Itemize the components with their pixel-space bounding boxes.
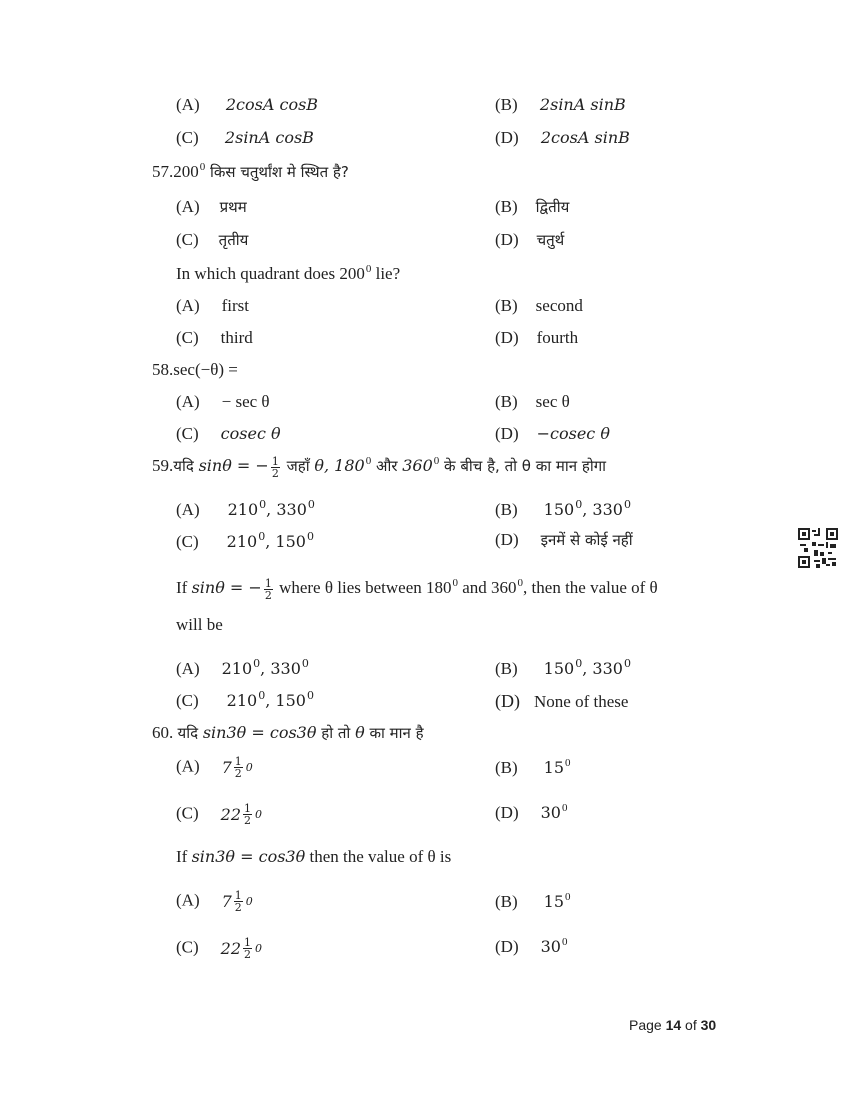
total-page-count: 30 [700,1017,717,1033]
q57-hindi-option-d: (D) चतुर्थ [495,230,565,249]
q59-english-option-a: (A) $210^0$, $330^0$ [176,657,309,678]
fraction-half: $\frac{1}{2}$ [264,576,272,602]
q57-english-option-a: (A) first [176,296,249,315]
q58-option-a: (A) − sec θ [176,392,270,411]
q57-hindi-option-a: (A) प्रथम [176,197,247,216]
q59-english-option-b: (B) $150^0$, $330^0$ [495,657,631,678]
q57-english-question: In which quadrant does $200^0$ lie? [176,263,401,283]
q60-english-question: If sin3θ = cos3θ then the value of θ is [176,847,452,866]
q59-english-option-d: (D) None of these [495,691,629,711]
q57-hindi-option-c: (C) तृतीय [176,230,249,249]
q57-english-option-d: (D) fourth [495,328,579,347]
q57-english-option-c: (C) third [176,328,253,347]
q60-hindi-question: 60. यदि sin3θ = cos3θ हो तो θ का मान है [152,723,424,742]
q59-hindi-option-d: (D) इनमें से कोई नहीं [495,530,633,549]
q56-option-d: (D) 2cosA sinB [495,128,630,147]
q58-option-d: (D) −cosec θ [495,424,610,443]
q60-hindi-option-c: (C) 22 $\frac{1}{2}$ 0 [176,802,263,827]
current-page-number: 14 [665,1017,682,1033]
q56-option-a: (A) 2cosA cosB [176,95,319,114]
q60-hindi-option-b: (B) $15^0$ [495,757,571,777]
q59-hindi-question: 59.यदि sinθ = − $\frac{1}{2}$ जहाँ θ, $180^0$ और $360^0$ के बीच है, तो θ का मान होगा [152,454,607,480]
q60-english-option-b: (B) $15^0$ [495,891,571,911]
q56-option-c: (C) 2sinA cosB [176,128,314,147]
q59-hindi-option-b: (B) $150^0$, $330^0$ [495,498,631,519]
page-footer: Page 14 of 30 [629,1017,717,1033]
q57-hindi-option-b: (B) द्वितीय [495,197,570,216]
q60-hindi-option-a: (A) 7 $\frac{1}{2}$ 0 [176,755,253,780]
fraction-half: $\frac{1}{2}$ [271,454,279,480]
q60-english-option-a: (A) 7 $\frac{1}{2}$ 0 [176,889,253,914]
q56-option-b: (B) 2sinA sinB [495,95,626,114]
q57-hindi-question: 57.200$^0$ किस चतुर्थांश मे स्थित है? [152,161,349,181]
q59-english-question: If sinθ = − $\frac{1}{2}$ where θ lies between $180^0$ and $360^0$, then the value of θ [176,576,658,602]
q60-hindi-option-d: (D) $30^0$ [495,802,568,822]
q57-english-option-b: (B) second [495,296,583,315]
q59-english-question-cont: will be [176,615,223,634]
q58-option-b: (B) sec θ [495,392,570,411]
q59-english-option-c: (C) $210^0$, $150^0$ [176,689,314,710]
q60-english-option-d: (D) $30^0$ [495,936,568,956]
q58-option-c: (C) cosec θ [176,424,281,443]
q60-english-option-c: (C) 22 $\frac{1}{2}$ 0 [176,936,263,961]
q58-question: 58.sec(−θ) = [152,360,238,379]
q59-hindi-option-c: (C) $210^0$, $150^0$ [176,530,314,551]
q59-hindi-option-a: (A) $210^0$, $330^0$ [176,498,315,519]
qr-code-icon [798,528,838,568]
